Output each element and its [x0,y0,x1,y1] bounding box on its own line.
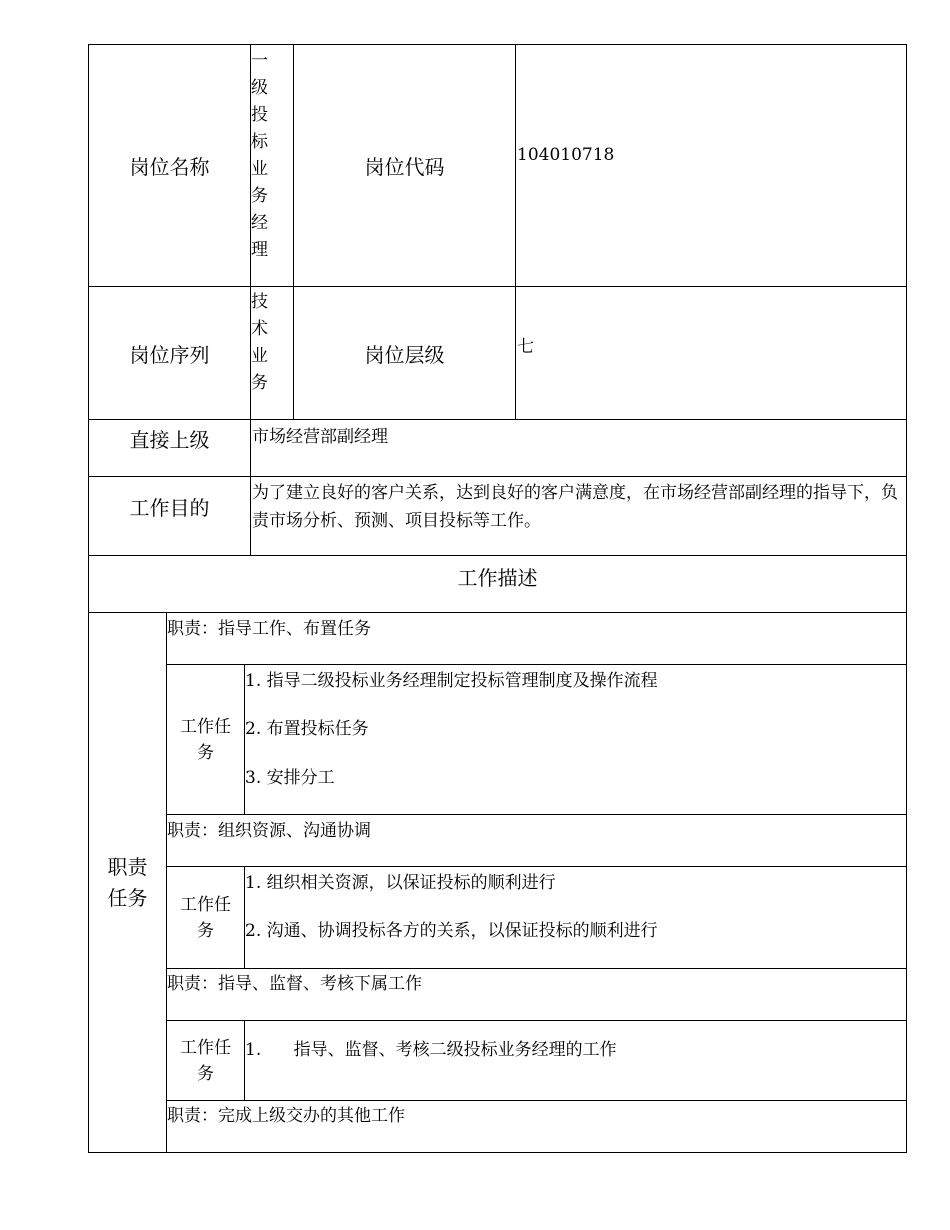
task-item: 3. 安排分工 [245,768,335,788]
description-header: 工作描述 [457,566,538,590]
job-level-value: 七 [517,337,534,357]
task-label: 工作任务 [180,716,231,763]
purpose-value: 为了建立良好的客户关系，达到良好的客户满意度，在市场经营部副经理的指导下，负责市场分析、预测、项目投标等工作。 [252,483,898,531]
job-title-label: 岗位名称 [129,155,210,179]
duty-title: 职责：完成上级交办的其他工作 [167,1106,405,1126]
job-series-label: 岗位序列 [129,342,210,367]
job-series-value: 技术业务 [251,292,268,393]
job-title-value: 一级投标业务经理 [251,51,268,260]
duty-title: 职责：组织资源、沟通协调 [167,821,371,841]
duty-title: 职责：指导、监督、考核下属工作 [167,974,422,994]
task-item: 1. 指导、监督、考核二级投标业务经理的工作 [245,1040,617,1060]
task-item: 1. 指导二级投标业务经理制定投标管理制度及操作流程 [245,671,658,691]
task-item: 2. 布置投标任务 [245,719,369,739]
job-code-label: 岗位代码 [364,155,445,179]
superior-value: 市场经营部副经理 [252,427,388,447]
task-item: 2. 沟通、协调投标各方的关系，以保证投标的顺利进行 [245,921,658,941]
task-label: 工作任务 [180,894,231,941]
purpose-label: 工作目的 [129,496,210,520]
task-item: 1. 组织相关资源，以保证投标的顺利进行 [245,873,556,893]
duty-title: 职责：指导工作、布置任务 [167,619,371,639]
job-code-value: 104010718 [517,145,615,165]
duties-label: 职责任务 [107,854,148,910]
superior-label: 直接上级 [129,428,210,452]
job-level-label: 岗位层级 [364,342,445,367]
task-label: 工作任务 [180,1037,231,1084]
